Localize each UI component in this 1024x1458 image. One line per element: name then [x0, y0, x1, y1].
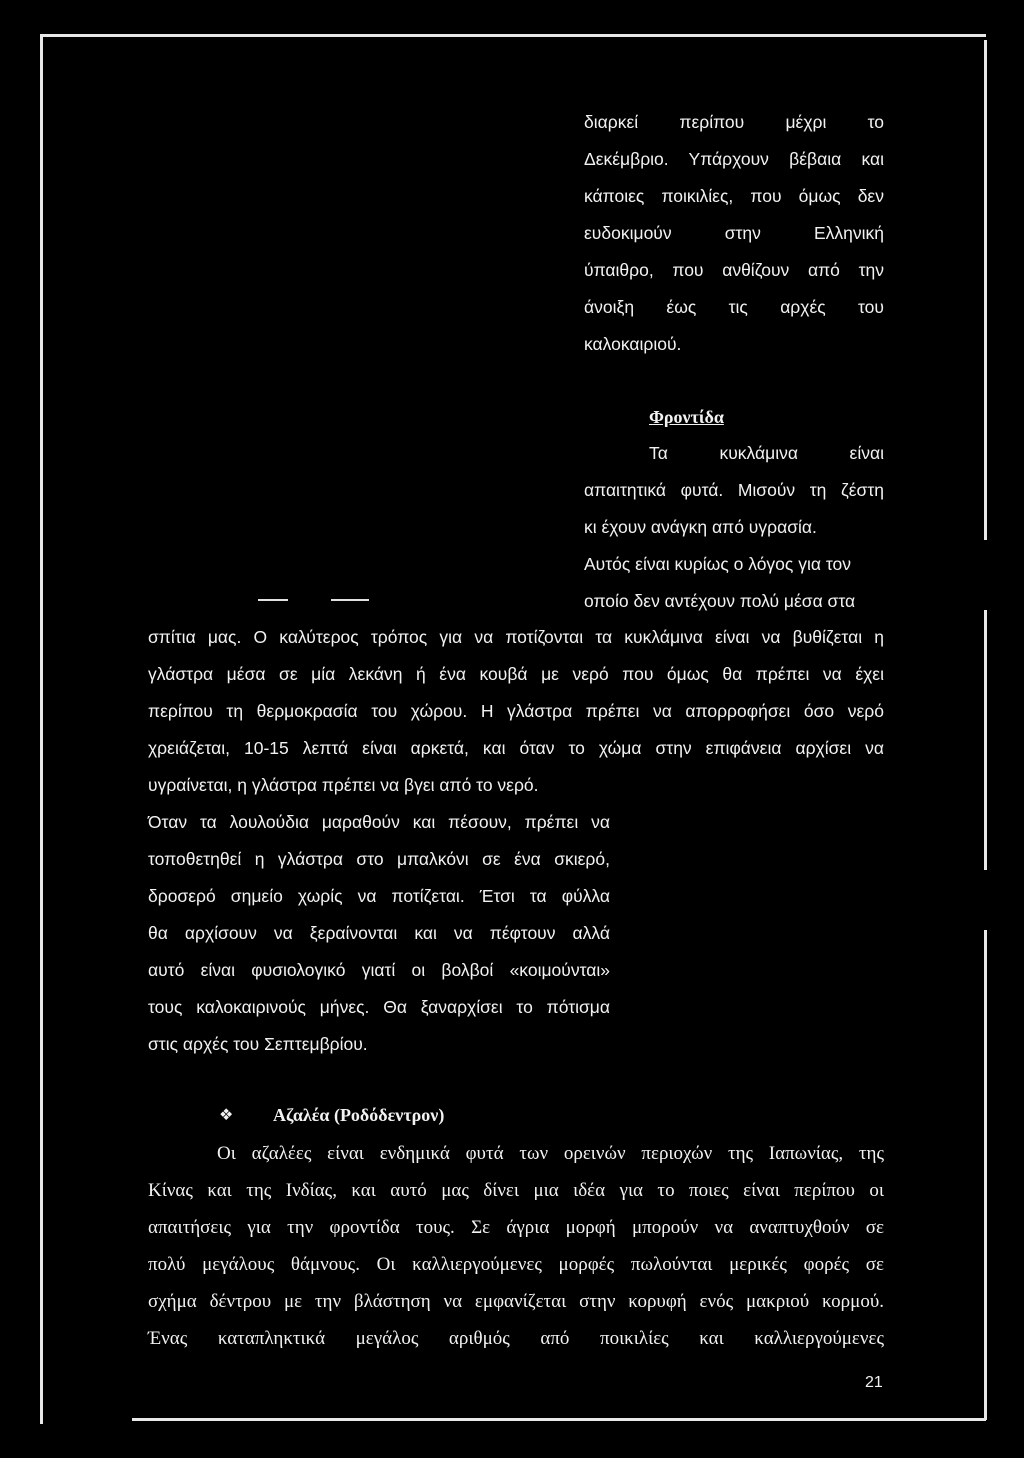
half-line: στις αρχές του Σεπτεμβρίου.	[148, 1034, 368, 1054]
azalea-line: Ένας καταπληκτικά μεγάλος αριθμός από ποικιλίες και καλλιεργούμενες	[148, 1328, 884, 1349]
frame-right-line-2	[984, 610, 987, 870]
column-line: ύπαιθρο, που ανθίζουν από την	[584, 260, 884, 280]
care-line: κι έχουν ανάγκη από υγρασία.	[584, 517, 817, 537]
azalea-line: απαιτήσεις για την φροντίδα τους. Σε άγρια μορφή μπορούν να αναπτυχθούν σε	[148, 1217, 884, 1238]
column-line: Δεκέμβριο. Υπάρχουν βέβαια και	[584, 149, 884, 169]
column-line: κάποιες ποικιλίες, που όμως δεν	[584, 186, 884, 206]
azalea-line: πολύ μεγάλους θάμνους. Οι καλλιεργούμενες μορφές πωλούνται μερικές φορές σε	[148, 1254, 884, 1275]
frame-left-line	[40, 34, 43, 1424]
decorative-dash	[258, 599, 288, 601]
half-line: αυτό είναι φυσιολογικό γιατί οι βολβοί «κοιμούνται»	[148, 960, 610, 980]
azalea-heading: Αζαλέα (Ροδόδεντρον)	[273, 1105, 445, 1125]
column-line: ευδοκιμούν στην Ελληνική	[584, 223, 884, 243]
frame-bottom-line	[132, 1418, 986, 1421]
decorative-dash	[331, 599, 369, 601]
azalea-line: Οι αζαλέες είναι ενδημικά φυτά των ορεινών περιοχών της Ιαπωνίας, της	[217, 1143, 884, 1164]
half-line: θα αρχίσουν να ξεραίνονται και να πέφτουν αλλά	[148, 923, 610, 943]
diamond-bullet-icon: ❖	[219, 1105, 234, 1124]
body-line: περίπου τη θερμοκρασία του χώρου. Η γλάστρα πρέπει να απορροφήσει όσο νερό	[148, 701, 884, 721]
care-line: οποίο δεν αντέχουν πολύ μέσα στα	[584, 591, 856, 611]
azalea-line: σχήμα δέντρου με την βλάστηση να εμφανίζεται στην κορυφή ενός μακριού κορμού.	[148, 1291, 884, 1312]
care-line: Αυτός είναι κυρίως ο λόγος για τον	[584, 554, 851, 574]
half-line: τοποθετηθεί η γλάστρα στο μπαλκόνι σε ένα σκιερό,	[148, 849, 610, 869]
care-heading: Φροντίδα	[649, 407, 724, 427]
body-line: σπίτια μας. Ο καλύτερος τρόπος για να ποτίζονται τα κυκλάμινα είναι να βυθίζεται η	[148, 627, 884, 647]
half-line: Όταν τα λουλούδια μαραθούν και πέσουν, πρέπει να	[148, 812, 610, 832]
frame-top-line	[40, 34, 986, 37]
azalea-line: Κίνας και της Ινδίας, και αυτό μας δίνει μια ιδέα για το ποιες είναι περίπου οι	[148, 1180, 884, 1201]
half-line: δροσερό σημείο χωρίς να ποτίζεται. Έτσι τα φύλλα	[148, 886, 610, 906]
body-line: υγραίνεται, η γλάστρα πρέπει να βγει από το νερό.	[148, 775, 539, 795]
half-line: τους καλοκαιρινούς μήνες. Θα ξαναρχίσει το πότισμα	[148, 997, 610, 1017]
column-line: καλοκαιριού.	[584, 334, 682, 354]
column-line: διαρκεί περίπου μέχρι το	[584, 112, 884, 132]
frame-right-line-1	[984, 40, 987, 540]
frame-right-line-3	[984, 930, 987, 1420]
body-line: χρειάζεται, 10-15 λεπτά είναι αρκετά, και όταν το χώμα στην επιφάνεια αρχίσει να	[148, 738, 884, 758]
body-line: γλάστρα μέσα σε μία λεκάνη ή ένα κουβά με νερό που όμως θα πρέπει να έχει	[148, 664, 884, 684]
care-line: απαιτητικά φυτά. Μισούν τη ζέστη	[584, 480, 884, 500]
column-line: άνοιξη έως τις αρχές του	[584, 297, 884, 317]
page-number: 21	[865, 1374, 883, 1391]
care-line: Τα κυκλάμινα είναι	[649, 443, 884, 463]
